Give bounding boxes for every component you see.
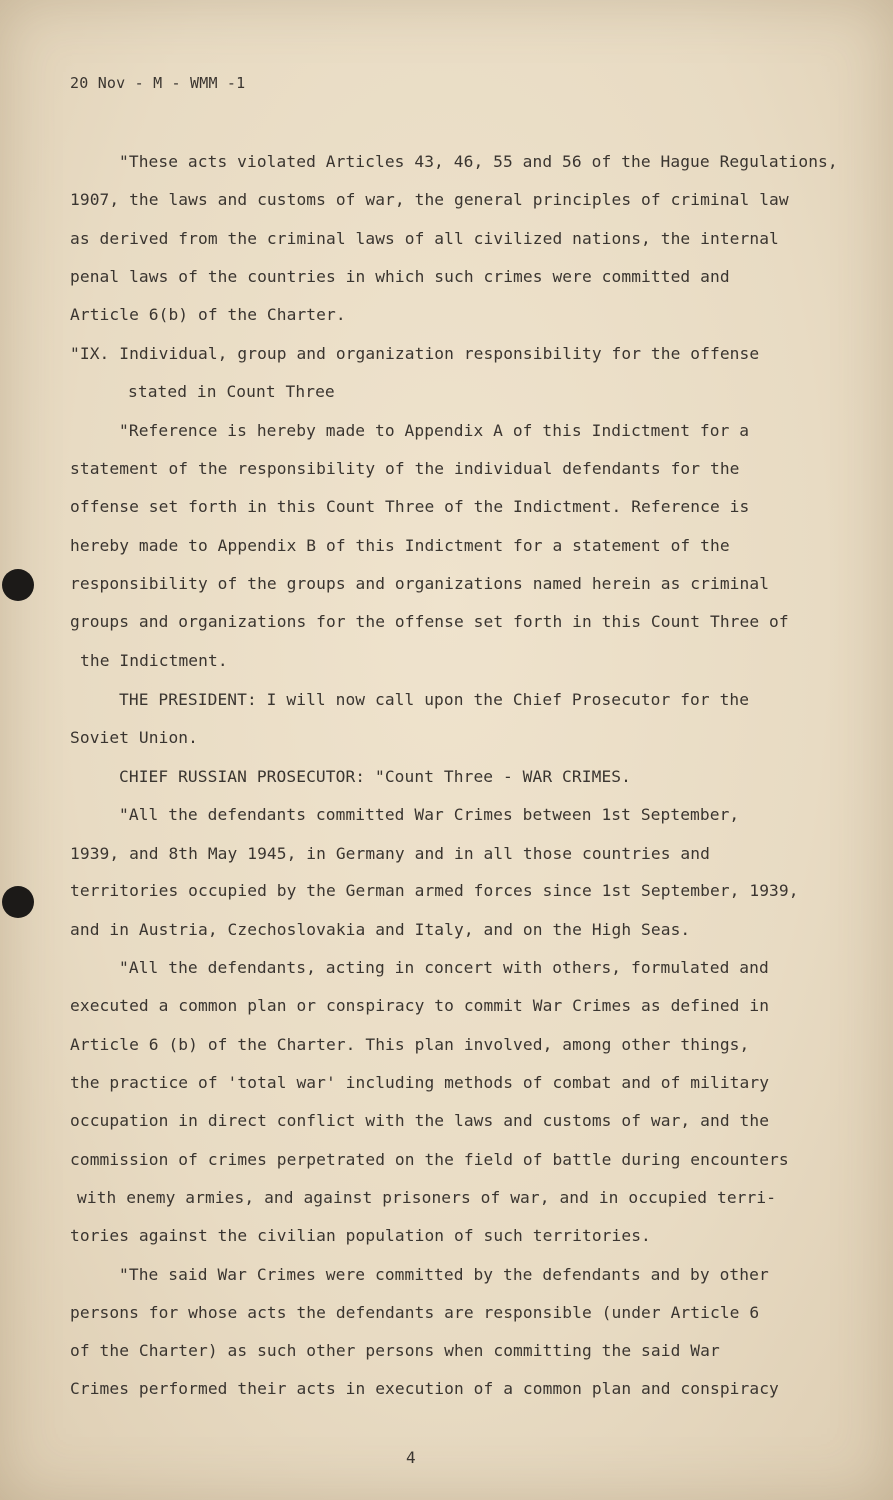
page-number: 4: [406, 1448, 416, 1467]
punch-hole-icon: [2, 886, 34, 918]
text-line: groups and organizations for the offense set forth in this Count Three of: [70, 612, 789, 631]
text-line: hereby made to Appendix B of this Indictment for a statement of the: [70, 536, 730, 555]
text-line: as derived from the criminal laws of all civilized nations, the internal: [70, 229, 779, 248]
text-line: 1907, the laws and customs of war, the general principles of criminal law: [70, 190, 789, 209]
section-heading: "IX. Individual, group and organization responsibility for the offense: [70, 344, 760, 363]
punch-hole-icon: [2, 569, 34, 601]
speaker-line: THE PRESIDENT: I will now call upon the Chief Prosecutor for the: [119, 690, 750, 709]
text-line: occupation in direct conflict with the laws and customs of war, and the: [70, 1111, 770, 1130]
text-line: Soviet Union.: [70, 728, 198, 747]
section-heading-continued: stated in Count Three: [128, 382, 335, 401]
text-line: statement of the responsibility of the individual defendants for the: [70, 459, 740, 478]
text-line: with enemy armies, and against prisoners of war, and in occupied terri-: [77, 1188, 777, 1207]
text-line: Article 6(b) of the Charter.: [70, 305, 346, 324]
text-line: executed a common plan or conspiracy to commit War Crimes as defined in: [70, 996, 770, 1015]
text-line: the Indictment.: [80, 651, 228, 670]
text-line: Article 6 (b) of the Charter. This plan involved, among other things,: [70, 1035, 750, 1054]
speaker-line: CHIEF RUSSIAN PROSECUTOR: "Count Three - WAR CRIMES.: [119, 767, 631, 786]
text-line: responsibility of the groups and organizations named herein as criminal: [70, 574, 770, 593]
text-line: offense set forth in this Count Three of the Indictment. Reference is: [70, 497, 750, 516]
text-line: and in Austria, Czechoslovakia and Italy, and on the High Seas.: [70, 920, 691, 939]
text-line: "The said War Crimes were committed by the defendants and by other: [119, 1265, 769, 1284]
text-line: territories occupied by the German armed forces since 1st September, 1939,: [70, 881, 799, 900]
text-line: 1939, and 8th May 1945, in Germany and in all those countries and: [70, 844, 710, 863]
text-line: commission of crimes perpetrated on the field of battle during encounters: [70, 1150, 789, 1169]
text-line: "These acts violated Articles 43, 46, 55 and 56 of the Hague Regulations,: [119, 152, 838, 171]
text-line: penal laws of the countries in which such crimes were committed and: [70, 267, 730, 286]
text-line: persons for whose acts the defendants are responsible (under Article 6: [70, 1303, 760, 1322]
text-line: the practice of 'total war' including methods of combat and of military: [70, 1073, 770, 1092]
text-line: "Reference is hereby made to Appendix A of this Indictment for a: [119, 421, 750, 440]
text-line: of the Charter) as such other persons when committing the said War: [70, 1341, 720, 1360]
text-line: tories against the civilian population of such territories.: [70, 1226, 651, 1245]
document-reference: 20 Nov - M - WMM -1: [70, 74, 246, 92]
text-line: "All the defendants committed War Crimes between 1st September,: [119, 805, 740, 824]
text-line: "All the defendants, acting in concert with others, formulated and: [119, 958, 769, 977]
text-line: Crimes performed their acts in execution of a common plan and conspiracy: [70, 1379, 779, 1398]
